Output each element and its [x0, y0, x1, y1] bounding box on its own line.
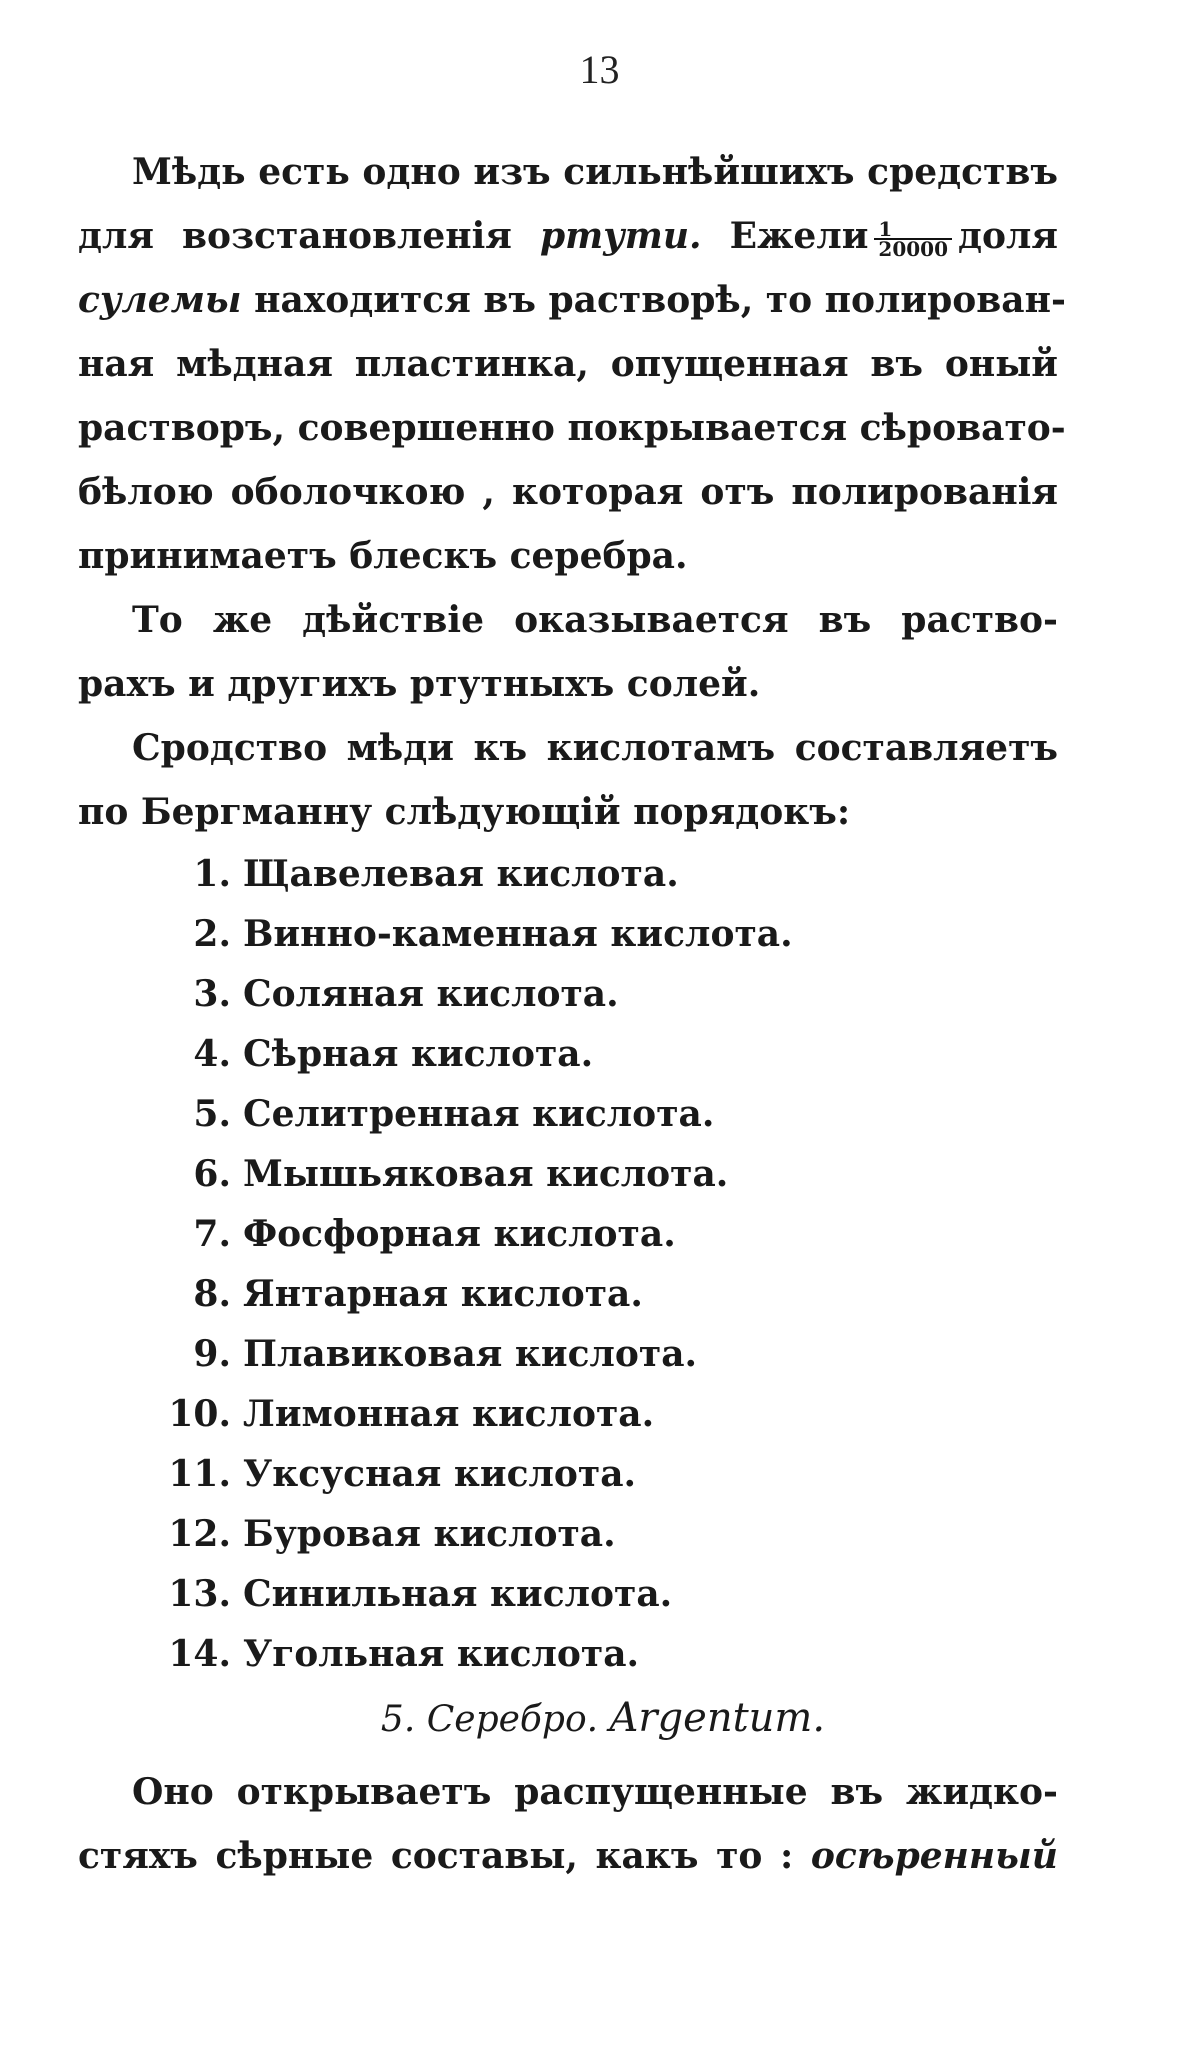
- section-title: Серебро.: [426, 1699, 599, 1740]
- acid-list: [78, 844, 1058, 1684]
- list-number: 14.: [168, 1633, 231, 1675]
- italic-term: ртути.: [539, 215, 702, 257]
- list-text: Винно-каменная кислота.: [243, 913, 793, 955]
- text-run: стяхъ сѣрные составы, какъ то :: [78, 1835, 794, 1877]
- list-number: 4.: [193, 1033, 231, 1075]
- list-item: [78, 1204, 1058, 1264]
- list-number: 13.: [168, 1573, 231, 1615]
- list-item: [78, 1324, 1058, 1384]
- section-heading: [78, 1684, 1058, 1752]
- spacer: [78, 1752, 1058, 1760]
- list-item: [78, 1504, 1058, 1564]
- list-number: 3.: [193, 973, 231, 1015]
- list-number: 5.: [193, 1093, 231, 1135]
- italic-term: сулемы: [78, 279, 242, 321]
- text-line: ная мѣдная пластинка, опущенная въ оный: [78, 343, 1058, 385]
- list-text: Фосфорная кислота.: [243, 1213, 676, 1255]
- text-line: Оно открываетъ распущенные въ жидко-: [132, 1771, 1058, 1813]
- paragraph-same-effect: [78, 588, 1058, 716]
- list-text: Угольная кислота.: [243, 1633, 640, 1675]
- italic-term: осѣренный: [810, 1835, 1058, 1877]
- list-item: [78, 904, 1058, 964]
- list-number: 12.: [168, 1513, 231, 1555]
- text-line: То же дѣйствіе оказывается въ раство-: [132, 599, 1058, 641]
- list-text: Лимонная кислота.: [243, 1393, 655, 1435]
- text-run: Ежели: [729, 215, 869, 257]
- text-line: Сродство мѣди къ кислотамъ составляетъ: [132, 727, 1058, 769]
- list-number: 9.: [193, 1333, 231, 1375]
- list-text: Буровая кислота.: [243, 1513, 616, 1555]
- list-item: [78, 1084, 1058, 1144]
- list-text: Мышьяковая кислота.: [243, 1153, 729, 1195]
- text-line: Мѣдь есть одно изъ сильнѣйшихъ средствъ: [132, 151, 1058, 193]
- page-text: [78, 140, 1066, 1888]
- text-line: растворъ, совершенно покрывается сѣровато-: [78, 407, 1066, 449]
- list-item: [78, 1624, 1058, 1684]
- list-number: 2.: [193, 913, 231, 955]
- section-number: 5.: [380, 1699, 416, 1740]
- list-text: Щавелевая кислота.: [243, 853, 679, 895]
- list-text: Сѣрная кислота.: [243, 1033, 594, 1075]
- text-line: [78, 1824, 1058, 1888]
- text-line: принимаетъ блескъ серебра.: [78, 535, 688, 577]
- list-text: Уксусная кислота.: [243, 1453, 637, 1495]
- list-item: [78, 844, 1058, 904]
- paragraph-affinity: [78, 716, 1058, 844]
- paragraph-copper-mercury: [78, 140, 1066, 588]
- list-number: 7.: [193, 1213, 231, 1255]
- fraction-denominator: 20000: [878, 237, 949, 261]
- section-latin-title: Argentum.: [609, 1695, 826, 1741]
- text-run: для возстановленія: [78, 215, 512, 257]
- text-line: по Бергманну слѣдующій порядокъ:: [78, 791, 851, 833]
- text-run: находится въ растворѣ, то полирован-: [254, 279, 1066, 321]
- fraction-numerator: 1: [874, 220, 952, 240]
- list-text: Плавиковая кислота.: [243, 1333, 698, 1375]
- list-number: 6.: [193, 1153, 231, 1195]
- text-run: доля: [958, 215, 1058, 257]
- list-number: 11.: [168, 1453, 231, 1495]
- list-item: [78, 1384, 1058, 1444]
- list-item: [78, 1264, 1058, 1324]
- list-text: Соляная кислота.: [243, 973, 619, 1015]
- paragraph-silver: [78, 1760, 1058, 1888]
- list-item: [78, 1564, 1058, 1624]
- text-line: рахъ и другихъ ртутныхъ солей.: [78, 663, 761, 705]
- text-line: [78, 268, 1066, 332]
- list-number: 1.: [193, 853, 231, 895]
- page-number: 13: [579, 47, 620, 92]
- list-item: [78, 1024, 1058, 1084]
- list-text: Синильная кислота.: [243, 1573, 673, 1615]
- list-number: 8.: [193, 1273, 231, 1315]
- text-line: [78, 204, 1058, 268]
- fraction: [874, 217, 952, 261]
- text-line: бѣлою оболочкою , которая отъ полированія: [78, 471, 1058, 513]
- list-item: [78, 1144, 1058, 1204]
- list-item: [78, 964, 1058, 1024]
- list-item: [78, 1444, 1058, 1504]
- list-text: Селитренная кислота.: [243, 1093, 715, 1135]
- list-text: Янтарная кислота.: [243, 1273, 643, 1315]
- list-number: 10.: [168, 1393, 231, 1435]
